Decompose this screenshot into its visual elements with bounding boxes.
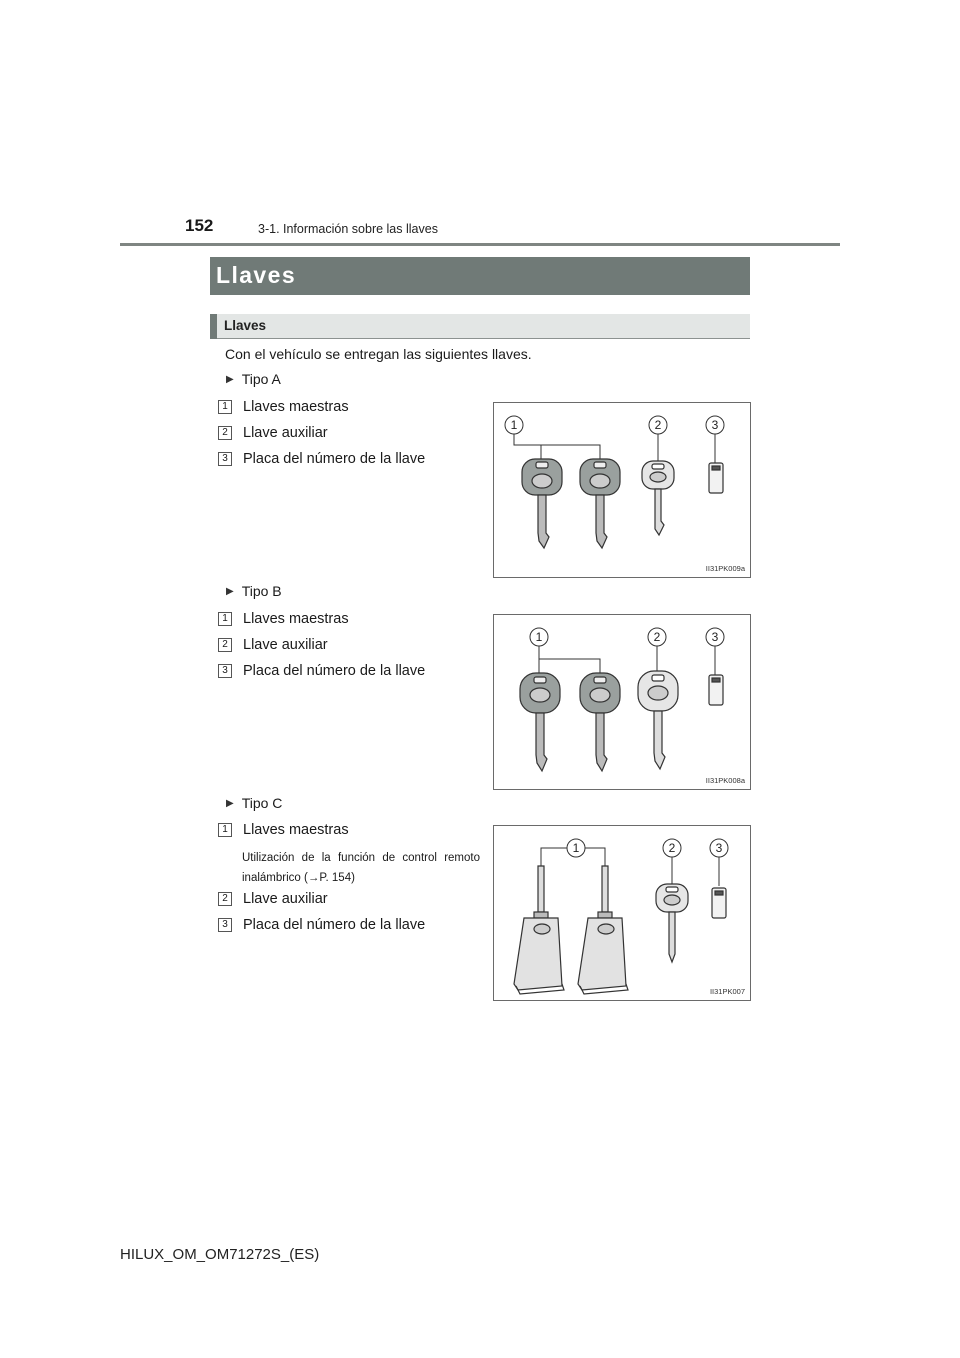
list-item bbox=[218, 822, 349, 838]
triangle-bullet-icon: ▶ bbox=[226, 797, 234, 809]
subheading: Llaves bbox=[224, 318, 267, 333]
callout-number: 2 bbox=[218, 426, 232, 440]
list-item-text: Llave auxiliar bbox=[243, 637, 328, 653]
subheading-marker bbox=[210, 314, 217, 339]
list-item bbox=[218, 917, 425, 933]
document-footer: HILUX_OM_OM71272S_(ES) bbox=[120, 1246, 320, 1263]
list-item bbox=[218, 425, 328, 441]
list-item-text: Llave auxiliar bbox=[243, 891, 328, 907]
note-text: Utilización de la función de control remoto inalámbrico (→P. 154) bbox=[242, 852, 480, 884]
callout-number: 1 bbox=[218, 823, 232, 837]
callout-number: 1 bbox=[218, 400, 232, 414]
page-number: 152 bbox=[185, 216, 214, 235]
figure-code: II31PK007 bbox=[709, 987, 745, 996]
subheading-band bbox=[210, 314, 750, 339]
callout-number: 3 bbox=[218, 918, 232, 932]
list-item bbox=[218, 399, 349, 415]
key-figure-type-a bbox=[493, 402, 751, 578]
keys-illustration bbox=[494, 826, 750, 1000]
callout-label: 2 bbox=[654, 418, 662, 432]
list-item-text: Placa del número de la llave bbox=[243, 663, 426, 679]
page-title: Llaves bbox=[216, 262, 297, 288]
list-item-text: Llaves maestras bbox=[243, 822, 349, 838]
callout-number: 3 bbox=[218, 452, 232, 466]
section-title: 3-1. Información sobre las llaves bbox=[258, 222, 438, 236]
callout-label: 2 bbox=[668, 841, 676, 855]
list-item bbox=[218, 611, 349, 627]
list-item-text: Placa del número de la llave bbox=[243, 451, 426, 467]
list-item bbox=[218, 637, 328, 653]
type-a-label bbox=[226, 371, 281, 387]
callout-label: 3 bbox=[711, 630, 719, 644]
callout-number: 2 bbox=[218, 892, 232, 906]
header-rule bbox=[120, 243, 840, 246]
figure-code: II31PK009a bbox=[705, 564, 745, 573]
callout-number: 2 bbox=[218, 638, 232, 652]
list-item bbox=[218, 451, 425, 467]
type-c-label bbox=[226, 795, 282, 811]
callout-label: 3 bbox=[715, 841, 723, 855]
type-b-label bbox=[226, 583, 282, 599]
type-label-text: Tipo C bbox=[241, 795, 283, 811]
callout-number: 1 bbox=[218, 612, 232, 626]
list-item bbox=[218, 663, 425, 679]
type-label-text: Tipo B bbox=[241, 583, 282, 599]
list-item-text: Llaves maestras bbox=[243, 399, 349, 415]
callout-label: 2 bbox=[653, 630, 661, 644]
callout-label: 1 bbox=[535, 630, 543, 644]
triangle-bullet-icon: ▶ bbox=[226, 373, 234, 385]
list-item-text: Llave auxiliar bbox=[243, 425, 328, 441]
key-figure-type-c bbox=[493, 825, 751, 1001]
keys-illustration bbox=[494, 403, 750, 577]
intro-text: Con el vehículo se entregan las siguientes llaves. bbox=[225, 346, 532, 362]
figure-code: II31PK008a bbox=[705, 776, 745, 785]
type-label-text: Tipo A bbox=[241, 371, 281, 387]
callout-label: 3 bbox=[711, 418, 719, 432]
list-item bbox=[218, 891, 328, 907]
key-figure-type-b bbox=[493, 614, 751, 790]
callout-number: 3 bbox=[218, 664, 232, 678]
keys-illustration bbox=[494, 615, 750, 789]
list-item-text: Llaves maestras bbox=[243, 611, 349, 627]
triangle-bullet-icon: ▶ bbox=[226, 585, 234, 597]
callout-label: 1 bbox=[510, 418, 518, 432]
list-item-text: Placa del número de la llave bbox=[243, 917, 426, 933]
callout-label: 1 bbox=[572, 841, 580, 855]
